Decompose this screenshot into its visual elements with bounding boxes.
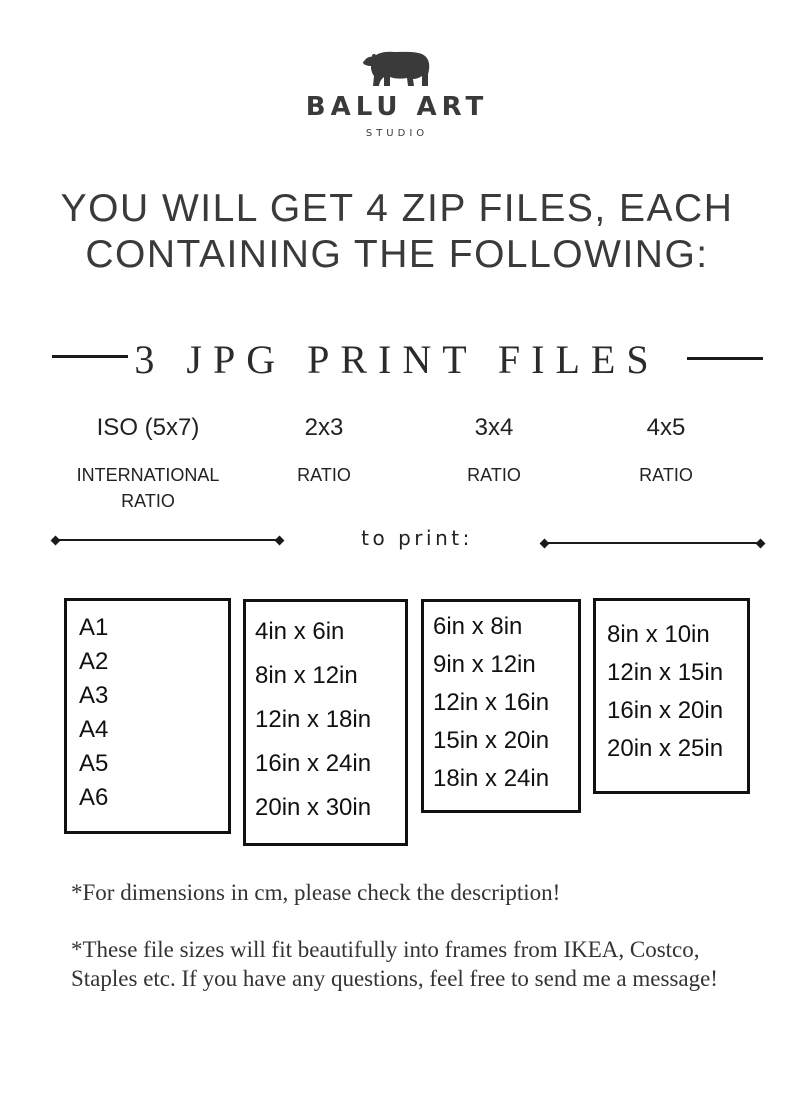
size-item: 16in x 20in: [607, 697, 724, 724]
ratio-sub: [581, 462, 751, 488]
size-item: 12in x 16in: [433, 689, 550, 716]
section-title: 3 JPG PRINT FILES: [134, 337, 660, 382]
size-item: 8in x 10in: [607, 621, 710, 648]
size-item: A5: [79, 750, 109, 777]
ratio-name: 3x4: [474, 414, 514, 441]
ratio-name: 2x3: [304, 414, 344, 441]
size-box-4x5: [593, 598, 750, 794]
size-item: A1: [79, 614, 109, 641]
brand-name: BALU ART: [305, 92, 489, 122]
size-item: A6: [79, 784, 109, 811]
to-print-label: to print:: [361, 526, 473, 550]
size-item: A2: [79, 648, 109, 675]
ratio-sub: [239, 462, 409, 488]
size-box-3x4: [421, 599, 581, 813]
ratio-3x4: [409, 414, 579, 488]
size-item: 20in x 30in: [255, 794, 372, 821]
size-item: 20in x 25in: [607, 735, 724, 762]
ratio-sub-line-1: RATIO: [297, 465, 351, 485]
size-item: 9in x 12in: [433, 651, 536, 678]
bear-icon: [361, 48, 433, 90]
size-item: 8in x 12in: [255, 662, 358, 689]
ratio-sub-line-1: RATIO: [639, 465, 693, 485]
size-box-2x3: [243, 599, 408, 846]
size-item: 4in x 6in: [255, 618, 345, 645]
ratio-name: 4x5: [646, 414, 686, 441]
size-item: A3: [79, 682, 109, 709]
size-item: 18in x 24in: [433, 765, 550, 792]
ratio-sub-line-2: RATIO: [121, 491, 175, 511]
size-box-iso: [64, 598, 231, 834]
ratio-sub: [409, 462, 579, 488]
note-frames: *These file sizes will fit beautifully into frames from IKEA, Costco, Staples etc. If you have any questions, feel free to send me a message!: [71, 937, 718, 991]
ratio-sub: [63, 462, 233, 514]
ratio-sub-line-1: INTERNATIONAL: [76, 465, 220, 485]
note-dimensions: *For dimensions in cm, please check the description!: [71, 880, 561, 905]
page-headline: [0, 186, 794, 278]
to-print-rule-right: [545, 542, 761, 544]
ratio-iso: [63, 414, 233, 514]
size-item: 12in x 18in: [255, 706, 372, 733]
headline-line-2: CONTAINING THE FOLLOWING:: [85, 233, 709, 276]
brand-logo: [0, 48, 794, 139]
size-item: 12in x 15in: [607, 659, 724, 686]
size-item: 6in x 8in: [433, 613, 523, 640]
ratio-sub-line-1: RATIO: [467, 465, 521, 485]
size-item: 16in x 24in: [255, 750, 372, 777]
headline-line-1: YOU WILL GET 4 ZIP FILES, EACH: [60, 187, 734, 230]
size-item: 15in x 20in: [433, 727, 550, 754]
size-item: A4: [79, 716, 109, 743]
ratio-2x3: [239, 414, 409, 488]
ratio-name: ISO (5x7): [96, 414, 200, 441]
ratio-4x5: [581, 414, 751, 488]
brand-subtitle: STUDIO: [365, 128, 429, 139]
notes-section: [71, 878, 751, 993]
